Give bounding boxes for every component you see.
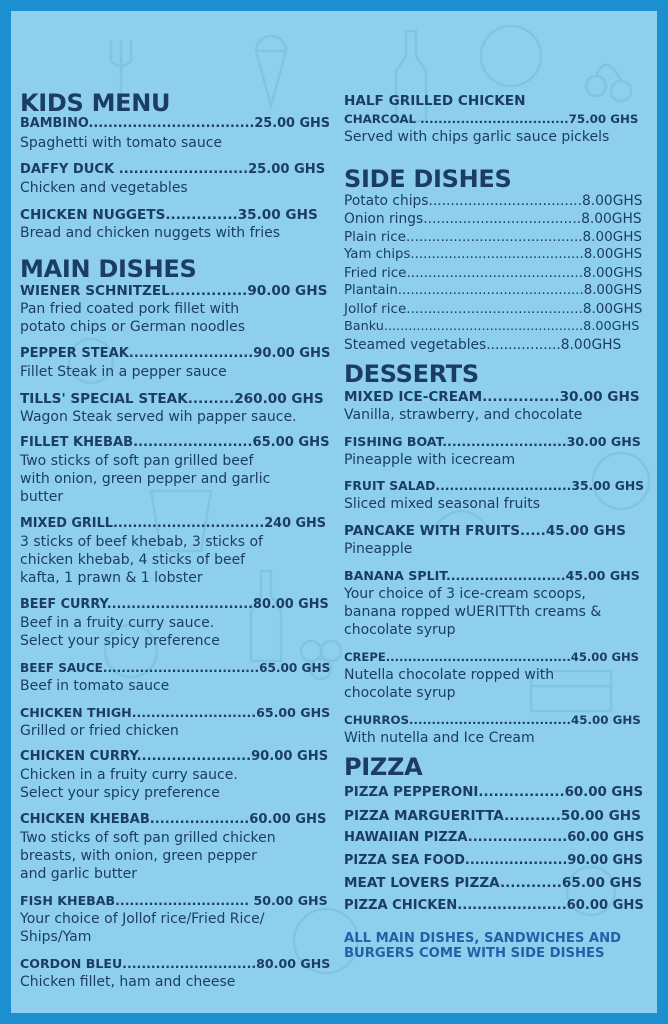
menu-item-desc: Select your spicy preference <box>20 785 220 801</box>
menu-item-desc: with onion, green pepper and garlic <box>20 471 271 487</box>
menu-item-desc: potato chips or German noodles <box>20 319 246 335</box>
menu-item-name: PEPPER STEAK.........................90.00 GHS <box>20 346 331 361</box>
kids-menu-heading: KIDS MENU <box>20 89 171 117</box>
menu-item-name: MIXED ICE-CREAM...............30.00 GHS <box>344 389 640 405</box>
menu-item-name: WIENER SCHNITZEL...............90.00 GHS <box>20 283 328 299</box>
menu-item-name: CHICKEN THIGH..........................65.00 GHS <box>20 705 331 720</box>
menu-item-desc: Two sticks of soft pan grilled chicken <box>20 830 276 846</box>
menu-item-desc: Grilled or fried chicken <box>20 723 179 739</box>
menu-item-desc: With nutella and Ice Cream <box>344 730 535 746</box>
menu-item-desc: Bread and chicken nuggets with fries <box>20 225 281 241</box>
side-dish-item: Banku.................................................8.00GHS <box>344 319 640 334</box>
menu-item-name: PANCAKE WITH FRUITS.....45.00 GHS <box>344 523 626 539</box>
menu-item-desc: breasts, with onion, green pepper <box>20 848 257 864</box>
menu-item-desc: 3 sticks of beef khebab, 3 sticks of <box>20 534 263 550</box>
menu-item-desc: Fillet Steak in a pepper sauce <box>20 364 227 380</box>
menu-item-desc: kafta, 1 prawn & 1 lobster <box>20 570 203 586</box>
menu-item-name: CHICKEN KHEBAB....................60.00 GHS <box>20 812 327 827</box>
menu-item-desc: butter <box>20 489 64 505</box>
menu-item-desc: Spaghetti with tomato sauce <box>20 135 223 151</box>
menu-item-name: CHARCOAL .................................75.00 GHS <box>344 112 639 126</box>
menu-item-desc: Nutella chocolate ropped with <box>344 667 555 683</box>
side-dish-item: Fried rice.........................................8.00GHS <box>344 265 643 281</box>
cherry-stem-doodle <box>596 65 621 81</box>
menu-item-desc: chocolate syrup <box>344 622 456 638</box>
menu-item-desc: chicken khebab, 4 sticks of beef <box>20 552 246 568</box>
menu-item-desc: Chicken fillet, ham and cheese <box>20 974 236 990</box>
menu-item-name: CORDON BLEU............................80.00 GHS <box>20 956 331 971</box>
menu-item-name: BEEF CURRY..............................80.00 GHS <box>20 597 329 612</box>
side-dish-item: Plain rice.........................................8.00GHS <box>344 229 643 245</box>
side-dish-item: Jollof rice.........................................8.00GHS <box>344 301 643 317</box>
side-dish-note: BURGERS COME WITH SIDE DISHES <box>344 946 605 961</box>
menu-item-name: BEEF SAUCE..................................65.00 GHS <box>20 661 331 675</box>
menu-item-desc: Your choice of Jollof rice/Fried Rice/ <box>20 911 265 927</box>
menu-item-desc: chocolate syrup <box>344 685 456 701</box>
orange-doodle <box>481 26 541 86</box>
pizza-item: HAWAIIAN PIZZA....................60.00 GHS <box>344 830 645 845</box>
side-dish-item: Plantain............................................8.00GHS <box>344 283 643 298</box>
menu-item-desc: Beef in a fruity curry sauce. <box>20 615 215 631</box>
desserts-heading: DESSERTS <box>344 360 479 388</box>
menu-item-name: BAMBINO..................................25.00 GHS <box>20 116 330 131</box>
menu-item-desc: Wagon Steak served wih papper sauce. <box>20 409 297 425</box>
side-dish-item: Steamed vegetables.................8.00GHS <box>344 337 622 353</box>
cherry-doodle <box>586 76 606 96</box>
menu-item-desc: Chicken in a fruity curry sauce. <box>20 767 238 783</box>
menu-item-desc: Ships/Yam <box>20 929 92 945</box>
menu-item-name: CHICKEN NUGGETS..............35.00 GHS <box>20 207 318 223</box>
side-dish-item: Onion rings....................................8.00GHS <box>344 211 642 227</box>
menu-item-desc: Pineapple <box>344 541 413 557</box>
menu-item-name: BANANA SPLIT.........................45.00 GHS <box>344 568 640 583</box>
menu-item-desc: Two sticks of soft pan grilled beef <box>20 453 254 469</box>
menu-item-desc: Your choice of 3 ice-cream scoops, <box>344 586 586 602</box>
cherry-doodle-2 <box>611 81 631 101</box>
pizza-item: PIZZA PEPPERONI.................60.00 GHS <box>344 785 644 800</box>
menu-item-name: CHURROS....................................45.00 GHS <box>344 713 641 727</box>
ice-cream-cone-doodle <box>256 36 286 106</box>
menu-item-name: MIXED GRILL...............................240 GHS <box>20 516 327 531</box>
side-dish-item: Potato chips...................................8.00GHS <box>344 193 643 209</box>
menu-item-name: FISH KHEBAB............................ 50.00 GHS <box>20 893 328 908</box>
main-dishes-heading: MAIN DISHES <box>20 255 197 283</box>
menu-item-desc: Pan fried coated pork fillet with <box>20 301 240 317</box>
menu-item-name: DAFFY DUCK ..........................25.00 GHS <box>20 162 326 177</box>
menu-item-desc: and garlic butter <box>20 866 138 882</box>
menu-item-desc: Pineapple with icecream <box>344 452 516 468</box>
menu-item-name: CREPE..........................................45.00 GHS <box>344 650 640 664</box>
menu-item-desc: Served with chips garlic sauce pickels <box>344 129 610 145</box>
side-dish-item: Yam chips.........................................8.00GHS <box>344 247 643 262</box>
pizza-item: PIZZA MARGUERITTA...........50.00 GHS <box>344 808 641 824</box>
side-dish-note: ALL MAIN DISHES, SANDWICHES AND <box>344 931 622 946</box>
pizza-item: MEAT LOVERS PIZZA............65.00 GHS <box>344 875 642 891</box>
menu-item-name: TILLS' SPECIAL STEAK.........260.00 GHS <box>20 391 324 407</box>
pizza-item: PIZZA CHICKEN......................60.00 GHS <box>344 898 644 913</box>
menu-item-desc: Sliced mixed seasonal fruits <box>344 496 541 512</box>
menu-item-desc: Beef in tomato sauce <box>20 678 170 694</box>
pizza-heading: PIZZA <box>344 753 423 781</box>
menu-item-name: CHICKEN CURRY.......................90.00 GHS <box>20 749 329 764</box>
menu-item-name: FRUIT SALAD.............................35.00 GHS <box>344 479 645 493</box>
menu-item-desc: Chicken and vegetables <box>20 180 188 196</box>
menu-item-name: FILLET KHEBAB........................65.00 GHS <box>20 435 330 450</box>
pizza-item: PIZZA SEA FOOD.....................90.00 GHS <box>344 853 644 868</box>
menu-item-desc: banana ropped wUERITTth creams & <box>344 604 602 620</box>
bottle-doodle-2 <box>251 571 281 661</box>
menu-item-desc: Vanilla, strawberry, and chocolate <box>344 407 583 423</box>
menu-item-name: HALF GRILLED CHICKEN <box>344 93 526 109</box>
menu-card <box>11 11 657 1013</box>
menu-item-name: FISHING BOAT..........................30.00 GHS <box>344 434 641 449</box>
menu-item-desc: Select your spicy preference <box>20 633 220 649</box>
side-dishes-heading: SIDE DISHES <box>344 165 512 193</box>
